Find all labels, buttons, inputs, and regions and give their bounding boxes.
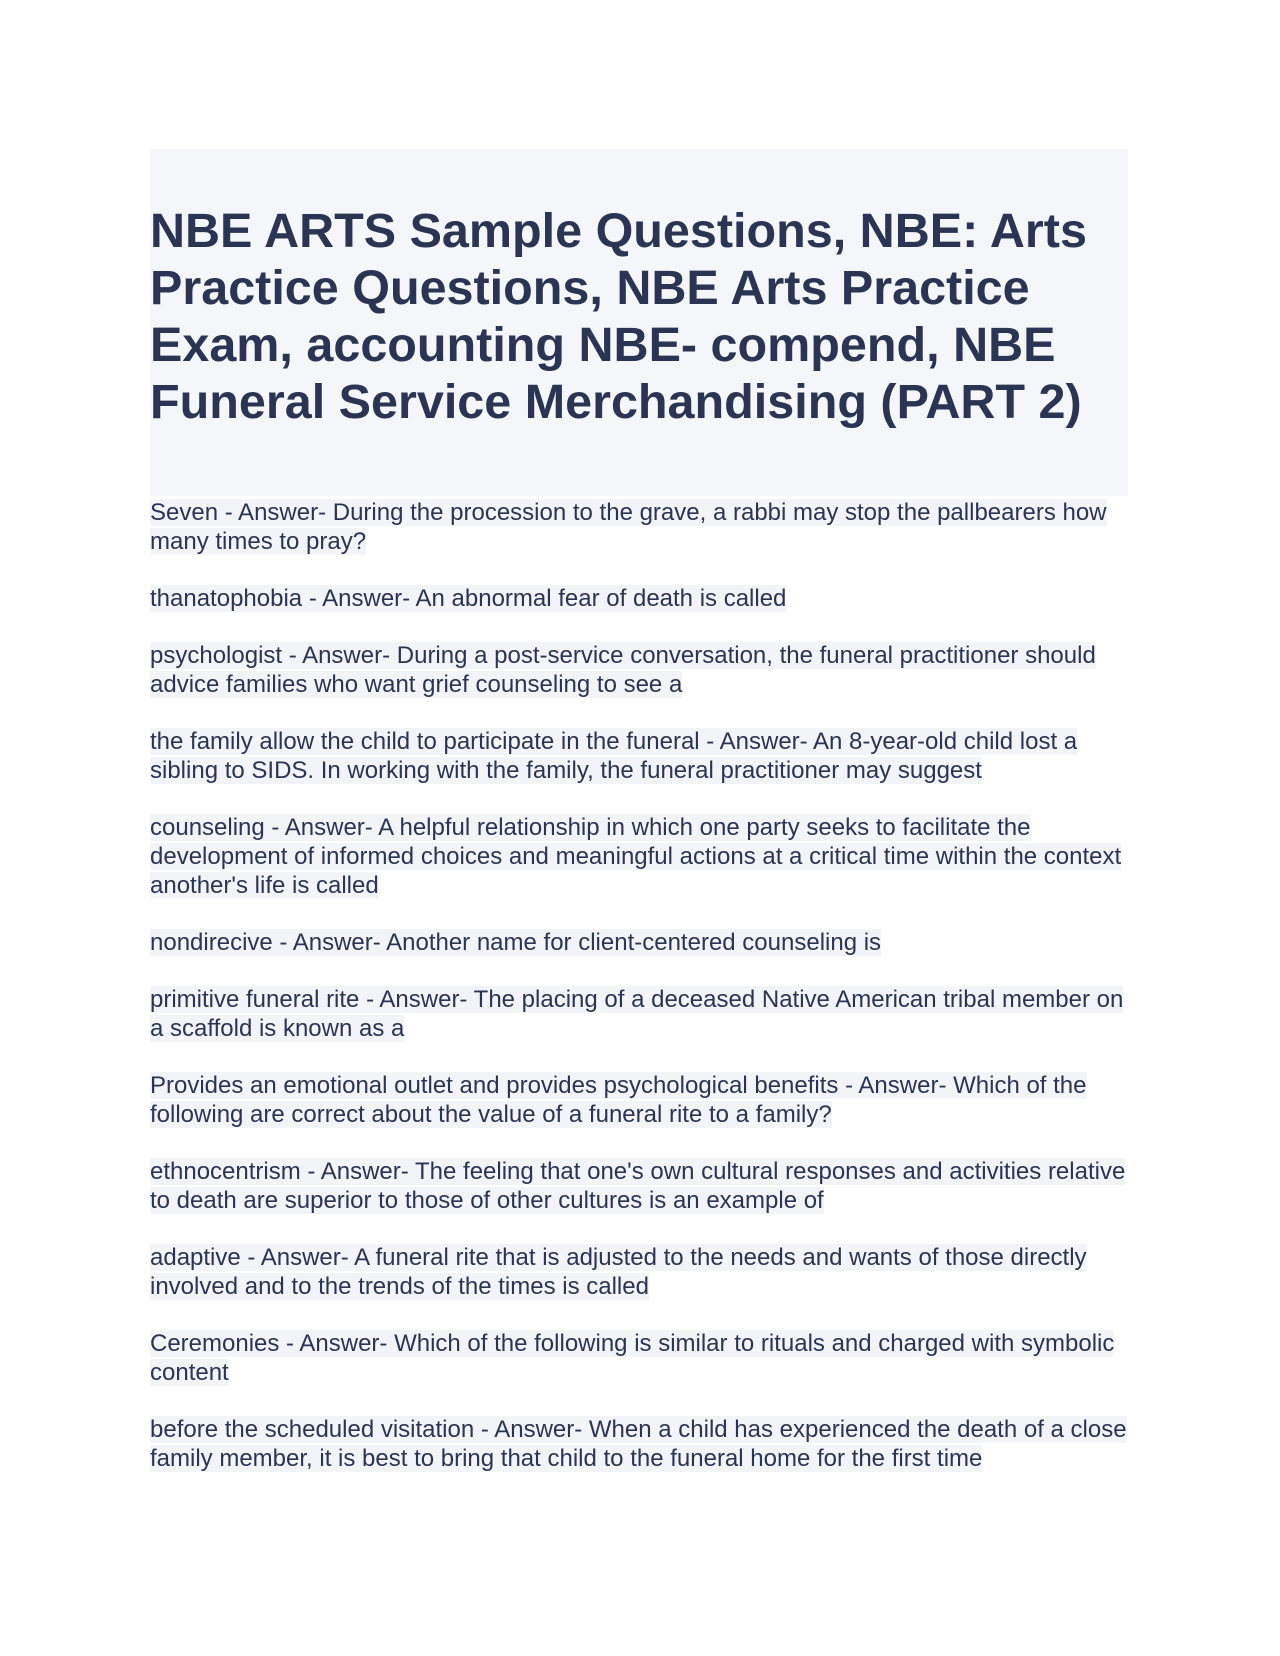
qa-item [150, 1415, 1128, 1473]
qa-text: Seven - Answer- During the procession to the grave, a rabbi may stop the pallbearers how many times to pray? [150, 499, 1107, 555]
qa-text: thanatophobia - Answer- An abnormal fear of death is called [150, 585, 787, 612]
qa-text: Provides an emotional outlet and provides psychological benefits - Answer- Which of the following are correct about the value of a funeral rite to a family? [150, 1072, 1087, 1128]
qa-item [150, 1329, 1128, 1387]
qa-text: adaptive - Answer- A funeral rite that is adjusted to the needs and wants of those directly involved and to the trends of the times is called [150, 1244, 1087, 1300]
qa-item [150, 1243, 1128, 1301]
qa-item [150, 928, 1128, 957]
qa-text: nondirecive - Answer- Another name for client-centered counseling is [150, 929, 882, 956]
qa-text: Ceremonies - Answer- Which of the following is similar to rituals and charged with symbolic content [150, 1330, 1115, 1386]
qa-text: the family allow the child to participate in the funeral - Answer- An 8-year-old child lost a sibling to SIDS. In working with the family, the funeral practitioner may suggest [150, 728, 1078, 784]
qa-item [150, 584, 1128, 613]
qa-list [150, 498, 1128, 1473]
qa-text: psychologist - Answer- During a post-service conversation, the funeral practitioner should advice families who want grief counseling to see a [150, 642, 1096, 698]
qa-item [150, 1157, 1128, 1215]
qa-item [150, 641, 1128, 699]
title-block [150, 149, 1128, 496]
document-page [150, 149, 1128, 1501]
qa-item [150, 727, 1128, 785]
qa-text: primitive funeral rite - Answer- The placing of a deceased Native American tribal member on a scaffold is known as a [150, 986, 1124, 1042]
qa-item [150, 1071, 1128, 1129]
document-title: NBE ARTS Sample Questions, NBE: Arts Practice Questions, NBE Arts Practice Exam, accounting NBE- compend, NBE Funeral Service Merchandising (PART 2) [150, 204, 1087, 429]
qa-text: before the scheduled visitation - Answer- When a child has experienced the death of a close family member, it is best to bring that child to the funeral home for the first time [150, 1416, 1127, 1472]
qa-item [150, 813, 1128, 900]
qa-text: ethnocentrism - Answer- The feeling that one's own cultural responses and activities relative to death are superior to those of other cultures is an example of [150, 1158, 1126, 1214]
qa-item [150, 985, 1128, 1043]
qa-item [150, 498, 1128, 556]
qa-text: counseling - Answer- A helpful relationship in which one party seeks to facilitate the development of informed choices and meaningful actions at a critical time within the context another's life is called [150, 814, 1122, 899]
